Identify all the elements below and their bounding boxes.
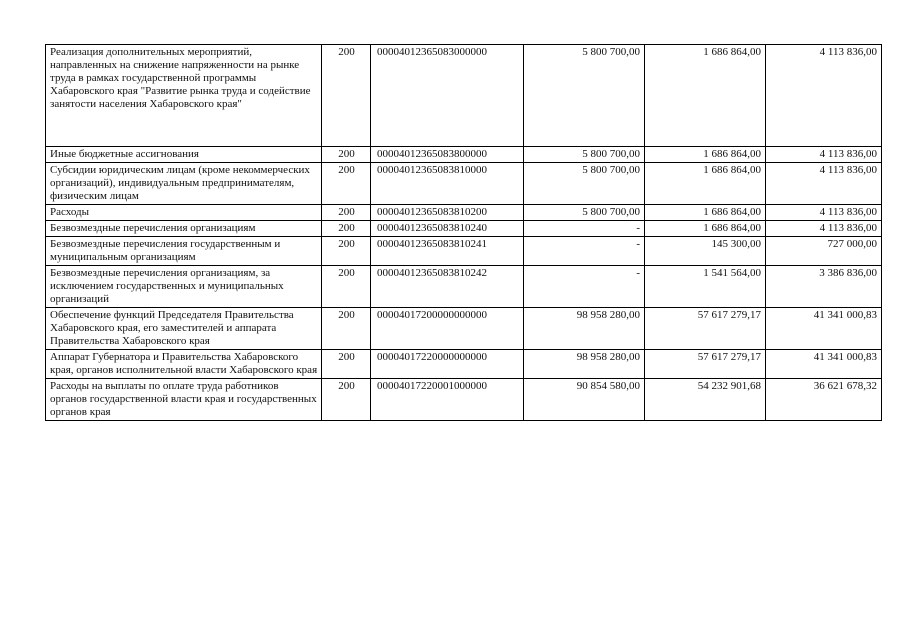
budget-classification-code: 00004017220001000000: [371, 379, 524, 421]
approved-amount: 5 800 700,00: [524, 45, 645, 147]
line-code: 200: [322, 163, 371, 205]
table-row: [46, 163, 882, 205]
line-code: 200: [322, 237, 371, 266]
approved-amount: 98 958 280,00: [524, 308, 645, 350]
table-row: [46, 237, 882, 266]
line-item-name: Безвозмездные перечисления организациям: [46, 221, 322, 237]
table-row: [46, 205, 882, 221]
line-item-name: Реализация дополнительных мероприятий, направленных на снижение напряженности на рынке труда в рамках государственной программы Хабаровского края "Развитие рынка труда и содействие занятости населения Хабаровского края": [46, 45, 322, 147]
approved-amount: -: [524, 266, 645, 308]
line-code: 200: [322, 147, 371, 163]
executed-amount: 1 686 864,00: [645, 205, 766, 221]
line-item-name: Аппарат Губернатора и Правительства Хабаровского края, органов исполнительной власти Хабаровского края: [46, 350, 322, 379]
line-item-name: Безвозмездные перечисления организациям, за исключением государственных и муниципальных организаций: [46, 266, 322, 308]
approved-amount: 98 958 280,00: [524, 350, 645, 379]
line-code: 200: [322, 379, 371, 421]
unexecuted-amount: 4 113 836,00: [766, 205, 882, 221]
line-code: 200: [322, 308, 371, 350]
table-row: [46, 350, 882, 379]
unexecuted-amount: 727 000,00: [766, 237, 882, 266]
executed-amount: 1 541 564,00: [645, 266, 766, 308]
approved-amount: 90 854 580,00: [524, 379, 645, 421]
line-code: 200: [322, 221, 371, 237]
table-row: [46, 45, 882, 147]
unexecuted-amount: 4 113 836,00: [766, 163, 882, 205]
budget-classification-code: 00004017220000000000: [371, 350, 524, 379]
line-code: 200: [322, 266, 371, 308]
line-item-name: Обеспечение функций Председателя Правительства Хабаровского края, его заместителей и аппарата Правительства Хабаровского края: [46, 308, 322, 350]
executed-amount: 1 686 864,00: [645, 163, 766, 205]
table-row: [46, 147, 882, 163]
line-item-name: Безвозмездные перечисления государственным и муниципальным организациям: [46, 237, 322, 266]
executed-amount: 57 617 279,17: [645, 350, 766, 379]
approved-amount: -: [524, 221, 645, 237]
budget-classification-code: 00004012365083000000: [371, 45, 524, 147]
unexecuted-amount: 4 113 836,00: [766, 147, 882, 163]
approved-amount: 5 800 700,00: [524, 163, 645, 205]
executed-amount: 57 617 279,17: [645, 308, 766, 350]
line-code: 200: [322, 205, 371, 221]
budget-classification-code: 00004012365083810000: [371, 163, 524, 205]
budget-classification-code: 00004017200000000000: [371, 308, 524, 350]
line-code: 200: [322, 45, 371, 147]
unexecuted-amount: 3 386 836,00: [766, 266, 882, 308]
budget-classification-code: 00004012365083810242: [371, 266, 524, 308]
executed-amount: 1 686 864,00: [645, 221, 766, 237]
line-code: 200: [322, 350, 371, 379]
unexecuted-amount: 4 113 836,00: [766, 45, 882, 147]
approved-amount: -: [524, 237, 645, 266]
budget-classification-code: 00004012365083810200: [371, 205, 524, 221]
line-item-name: Иные бюджетные ассигнования: [46, 147, 322, 163]
budget-classification-code: 00004012365083800000: [371, 147, 524, 163]
unexecuted-amount: 4 113 836,00: [766, 221, 882, 237]
executed-amount: 1 686 864,00: [645, 147, 766, 163]
budget-table: [45, 44, 882, 421]
executed-amount: 145 300,00: [645, 237, 766, 266]
budget-classification-code: 00004012365083810240: [371, 221, 524, 237]
table-row: [46, 379, 882, 421]
unexecuted-amount: 41 341 000,83: [766, 350, 882, 379]
executed-amount: 54 232 901,68: [645, 379, 766, 421]
table-row: [46, 221, 882, 237]
unexecuted-amount: 41 341 000,83: [766, 308, 882, 350]
budget-classification-code: 00004012365083810241: [371, 237, 524, 266]
approved-amount: 5 800 700,00: [524, 147, 645, 163]
line-item-name: Субсидии юридическим лицам (кроме некоммерческих организаций), индивидуальным предпринимателям, физическим лицам: [46, 163, 322, 205]
executed-amount: 1 686 864,00: [645, 45, 766, 147]
table-row: [46, 308, 882, 350]
table-body: [46, 45, 882, 421]
approved-amount: 5 800 700,00: [524, 205, 645, 221]
line-item-name: Расходы: [46, 205, 322, 221]
line-item-name: Расходы на выплаты по оплате труда работников органов государственной власти края и государственных органов края: [46, 379, 322, 421]
unexecuted-amount: 36 621 678,32: [766, 379, 882, 421]
table-row: [46, 266, 882, 308]
